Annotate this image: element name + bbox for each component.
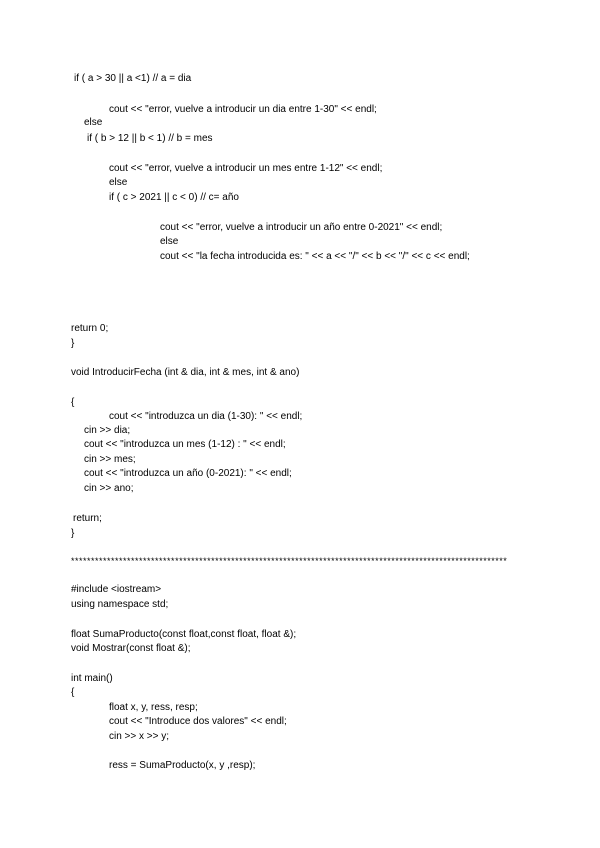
code-line: { [71, 687, 75, 698]
code-line: float x, y, ress, resp; [109, 702, 198, 713]
code-line: void Mostrar(const float &); [71, 643, 191, 654]
code-line: cout << "error, vuelve a introducir un año entre 0-2021" << endl; [160, 222, 443, 233]
code-line: return; [73, 513, 102, 524]
code-line: else [160, 236, 179, 247]
code-line: if ( c > 2021 || c < 0) // c= año [109, 192, 239, 203]
code-line: cin >> mes; [84, 454, 136, 465]
code-line: cout << "Introduce dos valores" << endl; [109, 716, 287, 727]
code-line: else [84, 117, 103, 128]
code-line: ress = SumaProducto(x, y ,resp); [109, 760, 256, 771]
code-line: if ( a > 30 || a <1) // a = dia [74, 73, 192, 84]
code-line: cin >> ano; [84, 483, 134, 494]
code-line: using namespace std; [71, 599, 169, 610]
code-line: cout << "introduzca un mes (1-12) : " << endl; [84, 439, 286, 450]
code-line: cout << "introduzca un dia (1-30): " << endl; [109, 411, 303, 422]
code-line: float SumaProducto(const float,const float, float &); [71, 629, 297, 640]
separator-line: ************************************************************************************************************* [71, 556, 508, 566]
code-line: return 0; [71, 323, 109, 334]
code-line: cout << "error, vuelve a introducir un mes entre 1-12" << endl; [109, 163, 383, 174]
code-line: void IntroducirFecha (int & dia, int & mes, int & ano) [71, 367, 300, 378]
code-line: #include <iostream> [71, 584, 162, 595]
code-line: cin >> x >> y; [109, 731, 170, 742]
code-line: if ( b > 12 || b < 1) // b = mes [87, 133, 213, 144]
code-line: cout << "introduzca un año (0-2021): " << endl; [84, 468, 292, 479]
code-line: cout << "la fecha introducida es: " << a << "/" << b << "/" << c << endl; [160, 251, 470, 262]
code-line: int main() [71, 673, 113, 684]
code-line: else [109, 177, 128, 188]
code-line: { [71, 397, 75, 408]
code-line: } [71, 338, 75, 349]
code-line: } [71, 528, 75, 539]
code-line: cout << "error, vuelve a introducir un dia entre 1-30" << endl; [109, 104, 377, 115]
code-line: cin >> dia; [84, 425, 131, 436]
